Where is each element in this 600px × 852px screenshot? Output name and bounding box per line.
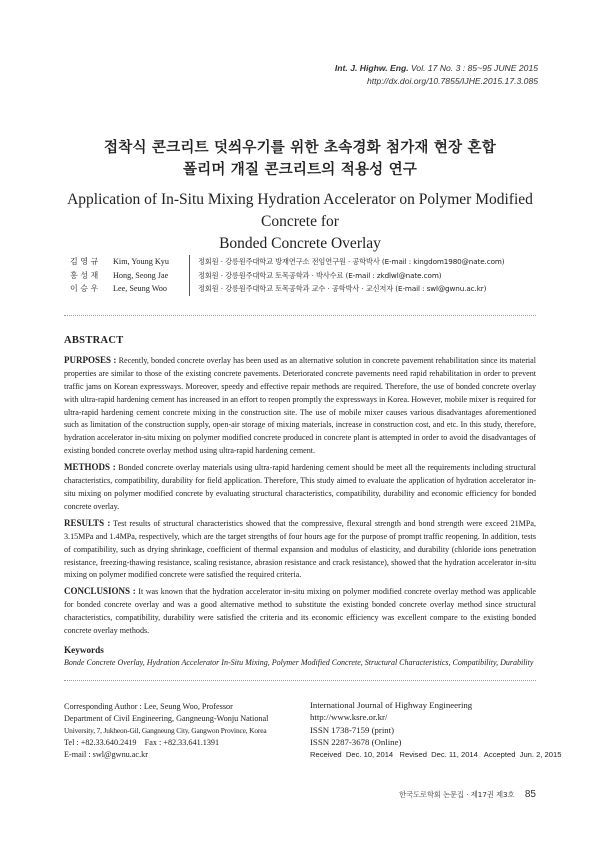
- english-title-line-2: Bonded Concrete Overlay: [219, 235, 381, 252]
- author-english-name: Kim, Young Kyu: [113, 257, 169, 266]
- results-text: Test results of structural characteristics showed that the compressive, flexural strength and bond strength were exceed 21MPa, 3.15MPa and 1.4MPa, respectively, which are the target strengths of four hours age for the purpose of prompt traffic reopening. In addition, tests of compatibility, such as drying shrinkage, coefficient of thermal expansion and modulus of elasticity, and durability (chloride ions penetration resistance, freezing-thawing resistance, scaling resistance, abrasion resistance and crack resistance), showed that the hydration accelerator in-situ mixing on polymer modified concrete were satisfied the required criteria.: [64, 518, 536, 580]
- english-title-line-1: Application of In-Situ Mixing Hydration Accelerator on Polymer Modified Concrete for: [67, 191, 533, 230]
- results-paragraph: [64, 517, 536, 583]
- journal-url[interactable]: http://www.ksre.or.kr/: [310, 712, 388, 723]
- corresponding-author: Corresponding Author : Lee, Seung Woo, Professor: [64, 702, 233, 711]
- author-affiliation: 정회원 · 강릉원주대학교 토목공학과 교수 · 공학박사 · 교신저자 (E-mail : swl@gwnu.ac.kr): [189, 282, 486, 296]
- corresponding-address: University, 7, Jukheon-Gil, Gangneung City, Gangwon Province, Korea: [64, 726, 267, 735]
- author-row: [70, 282, 550, 296]
- results-label: RESULTS :: [64, 517, 111, 528]
- submission-dates: Received Dec. 10, 2014 Revised Dec. 11, 2014 Accepted Jun. 2, 2015: [310, 749, 562, 759]
- abstract-section: [64, 335, 536, 670]
- author-korean-name: 홍 성 재: [70, 270, 99, 280]
- journal-name: International Journal of Highway Engineering: [310, 700, 473, 710]
- journal-citation: [335, 62, 538, 75]
- methods-paragraph: [64, 461, 536, 514]
- footer-journal-name: 한국도로학회 논문집 · 제17권 제3호: [399, 790, 515, 799]
- doi-link[interactable]: http://dx.doi.org/10.7855/IJHE.2015.17.3.085: [366, 76, 538, 86]
- conclusions-paragraph: [64, 585, 536, 638]
- methods-label: METHODS :: [64, 462, 116, 473]
- purposes-text: Recently, bonded concrete overlay has been used as an alternative solution in concrete pavement rehabilitation since its material properties are similar to those of the existing concrete pavements. Deteriorated concrete pavements need rapid rehabilitation in order to prevent traffic jams on Korean expressways. Moreover, speedy and effective repair methods are required. Therefore, the use of bonded concrete overlay with ultra-rapid hardening cement has increased in an effort to reopen promptly the expressways in Korea. However, mobile mixer is required for ultra-rapid hardening cement concrete mixing in the construction site. The use of mobile mixer causes various disadvantages aforementioned such as limitation of the construction supply, open-air storage of mixing materials, increase in construction cost, and etc. In this study, therefore, hydration accelerator in-situ mixing on polymer modified concrete produced in concrete plant is attempted in order to avoid the disadvantages of existing bonded concrete overlay method using ultra-rapid hardening cement.: [64, 355, 537, 456]
- page-footer: [399, 789, 536, 800]
- methods-text: Bonded concrete overlay materials using ultra-rapid hardening cement should be meet all the requirements including structural characteristics, compatibility, durability for field application. Therefore, This study aimed to evaluate the application of hydration accelerator in-situ mixing on polymer modified concrete by evaluating structural characteristics, compatibility, durability and economic efficiency for bonded concrete overlay.: [64, 463, 536, 511]
- author-list: [70, 255, 550, 296]
- purposes-paragraph: [64, 354, 536, 458]
- author-english-name: Hong, Seong Jae: [113, 270, 169, 280]
- journal-info-block: [310, 699, 562, 761]
- keywords-text: Bonde Concrete Overlay, Hydration Accelerator In-Situ Mixing, Polymer Modified Concrete, Structural Characteristics, Compatibility, Durability: [64, 657, 534, 667]
- purposes-label: PURPOSES :: [64, 354, 117, 365]
- corresponding-author-block: [64, 701, 306, 761]
- issn-online: ISSN 2287-3678 (Online): [310, 737, 402, 748]
- author-row: [70, 255, 550, 269]
- journal-header: [335, 62, 538, 88]
- author-english-name: Lee, Seung Woo: [113, 284, 167, 293]
- conclusions-label: CONCLUSIONS :: [64, 586, 136, 597]
- author-affiliation: 정회원 · 강릉원주대학교 방재연구소 전임연구원 · 공학박사 (E-mail : kingdom1980@nate.com): [189, 255, 505, 269]
- corresponding-department: Department of Civil Engineering, Gangneung-Wonju National: [64, 714, 269, 723]
- corresponding-phone: Tel : +82.33.640.2419 Fax : +82.33.641.1391: [64, 738, 220, 747]
- journal-volume-info: Vol. 17 No. 3 : 85~95 JUNE 2015: [411, 63, 538, 73]
- divider-top: [64, 315, 536, 316]
- page-number: 85: [524, 789, 536, 800]
- corresponding-email: E-mail : swl@gwnu.ac.kr: [64, 750, 148, 759]
- keywords-heading: Keywords: [64, 644, 104, 655]
- author-korean-name: 김 영 규: [70, 257, 99, 266]
- conclusions-text: It was known that the hydration accelerator in-situ mixing on polymer modified concrete overlay method was applicable for bonded concrete overlay and was a good alternative method to substitute the existing bonded concrete overlay method since structural characteristics, compatibility, durability were satisfied the criteria and its economic efficiency was excellent compare to the existing bonded concrete overlay methods.: [64, 587, 536, 636]
- korean-title-line-2: 폴리머 개질 콘크리트의 적용성 연구: [182, 162, 418, 178]
- author-row: [70, 269, 550, 283]
- journal-abbrev: Int. J. Highw. Eng.: [334, 63, 409, 73]
- korean-title-line-1: 접착식 콘크리트 덧씌우기를 위한 초속경화 첨가재 현장 혼합: [104, 140, 496, 156]
- english-title: [40, 189, 560, 255]
- divider-bottom: [64, 680, 536, 681]
- abstract-heading: ABSTRACT: [64, 335, 124, 346]
- author-korean-name: 이 승 우: [70, 284, 99, 293]
- issn-print: ISSN 1738-7159 (print): [310, 724, 395, 735]
- author-affiliation: 정회원 · 강릉원주대학교 토목공학과 · 박사수료 (E-mail : zkdlwl@nate.com): [189, 269, 441, 283]
- korean-title: [40, 137, 560, 181]
